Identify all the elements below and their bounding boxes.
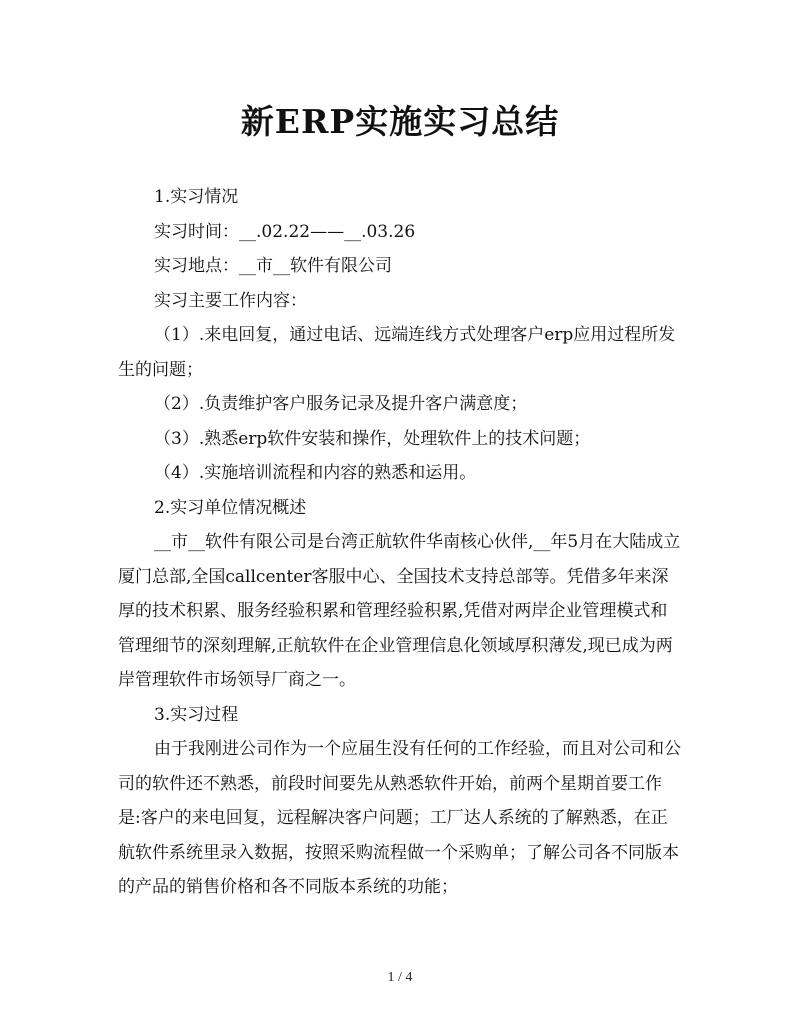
work-item-4: （4）.实施培训流程和内容的熟悉和运用。 [154,463,477,483]
page-number: 1 / 4 [387,970,413,985]
section-heading-internship: 1.实习情况 [154,187,239,207]
process-paragraph: 由于我刚进公司作为一个应届生没有任何的工作经验，而且对公司和公司的软件还不熟悉，前段时间要先从熟悉软件开始，前两个星期首要工作是:客户的来电回复，远程解决客户问题；工厂达人系统的了解熟悉，在正航软件系统里录入数据，按照采购流程做一个采购单；了解公司各不同版本的产品的销售价格和各不同版本系统的功能； [118,739,681,897]
document-body [118,180,684,905]
section-heading-company: 2.实习单位情况概述 [154,497,307,518]
work-item-3: （3）.熟悉erp软件安装和操作，处理软件上的技术问题； [154,428,591,449]
main-work-heading: 实习主要工作内容： [154,290,307,311]
internship-time: 实习时间：__.02.22——__.03.26 [154,221,416,242]
work-item-2: （2）.负责维护客户服务记录及提升客户满意度； [154,394,528,414]
document-title: 新ERP实施实习总结 [240,102,560,141]
company-overview-paragraph: __市__软件有限公司是台湾正航软件华南核心伙伴,__年5月在大陆成立厦门总部,全国callcenter客服中心、全国技术支持总部等。凭借多年来深厚的技术积累、服务经验积累和管理经验积累,凭借对两岸企业管理模式和管理细节的深刻理解,正航软件在企业管理信息化领域厚积薄发,现已成为两岸管理软件市场领导厂商之一。 [118,532,681,690]
work-item-1: （1）.来电回复，通过电话、远端连线方式处理客户erp应用过程所发生的问题； [118,325,676,380]
internship-location: 实习地点：__市__软件有限公司 [154,256,392,276]
section-heading-process: 3.实习过程 [154,704,239,725]
